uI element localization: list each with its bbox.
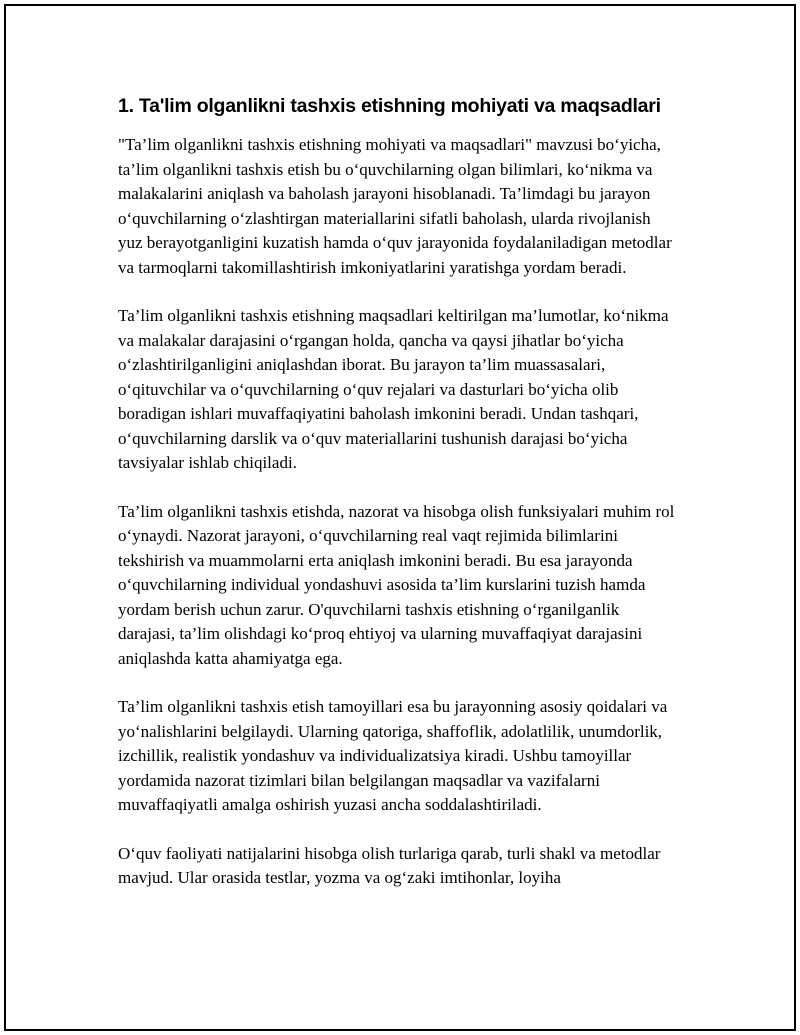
- paragraph-assessment-types: O‘quv faoliyati natijalarini hisobga olish turlariga qarab, turli shakl va metodlar mavjud. Ular orasida testlar, yozma va og‘zaki imtihonlar, loyiha: [118, 843, 661, 887]
- document-body: [118, 92, 678, 915]
- paragraph-control-functions: Ta’lim olganlikni tashxis etishda, nazorat va hisobga olish funksiyalari muhim rol o‘ynaydi. Nazorat jarayoni, o‘quvchilarning real vaqt rejimida bilimlarini tekshirish va muammolarni erta aniqlash imkonini beradi. Bu esa jarayonda o‘quvchilarning individual yondashuvi asosida ta’lim kurslarini tuzish hamda yordam berish uchun zarur. O'quvchilarni tashxis etishning o‘rganilganlik darajasi, ta’lim olishdagi ko‘proq ehtiyoj va ularning muvaffaqiyat darajasini aniqlashda katta ahamiyatga ega.: [118, 501, 675, 668]
- paragraph-principles: Ta’lim olganlikni tashxis etish tamoyillari esa bu jarayonning asosiy qoidalari va yo‘nalishlarini belgilaydi. Ularning qatoriga, shaffoflik, adolatlilik, unumdorlik, izchillik, realistik yondashuv va individualizatsiya kiradi. Ushbu tamoyillar yordamida nazorat tizimlari bilan belgilangan maqsadlar va vazifalarni muvaffaqiyatli amalga oshirish yuzasi ancha soddalashtiriladi.: [118, 697, 668, 814]
- paragraph-essence: "Ta’lim olganlikni tashxis etishning mohiyati va maqsadlari" mavzusi bo‘yicha, ta’lim olganlikni tashxis etish bu o‘quvchilarning olgan bilimlari, ko‘nikma va malakalarini aniqlash va baholash jarayoni hisoblanadi. Ta’limdagi bu jarayon o‘quvchilarning o‘zlashtirgan materiallarini sifatli baholash, ularda rivojlanish yuz berayotganligini kuzatish hamda o‘quv jarayonida foydalaniladigan metodlar va tarmoqlarni takomillashtirish imkoniyatlarini yaratishga yordam beradi.: [118, 135, 672, 277]
- paragraph-goals: Ta’lim olganlikni tashxis etishning maqsadlari keltirilgan ma’lumotlar, ko‘nikma va malakalar darajasini o‘rgangan holda, qancha va qaysi jihatlar bo‘yicha o‘zlashtirilganligini aniqlashdan iborat. Bu jarayon ta’lim muassasalari, o‘qituvchilar va o‘quvchilarning o‘quv rejalari va dasturlari bo‘yicha olib boradigan ishlari muvaffaqiyatini baholash imkonini beradi. Undan tashqari, o‘quvchilarning darslik va o‘quv materiallarini tushunish darajasi bo‘yicha tavsiyalar ishlab chiqiladi.: [118, 306, 669, 472]
- section-heading: 1. Ta'lim olganlikni tashxis etishning mohiyati va maqsadlari: [118, 95, 661, 117]
